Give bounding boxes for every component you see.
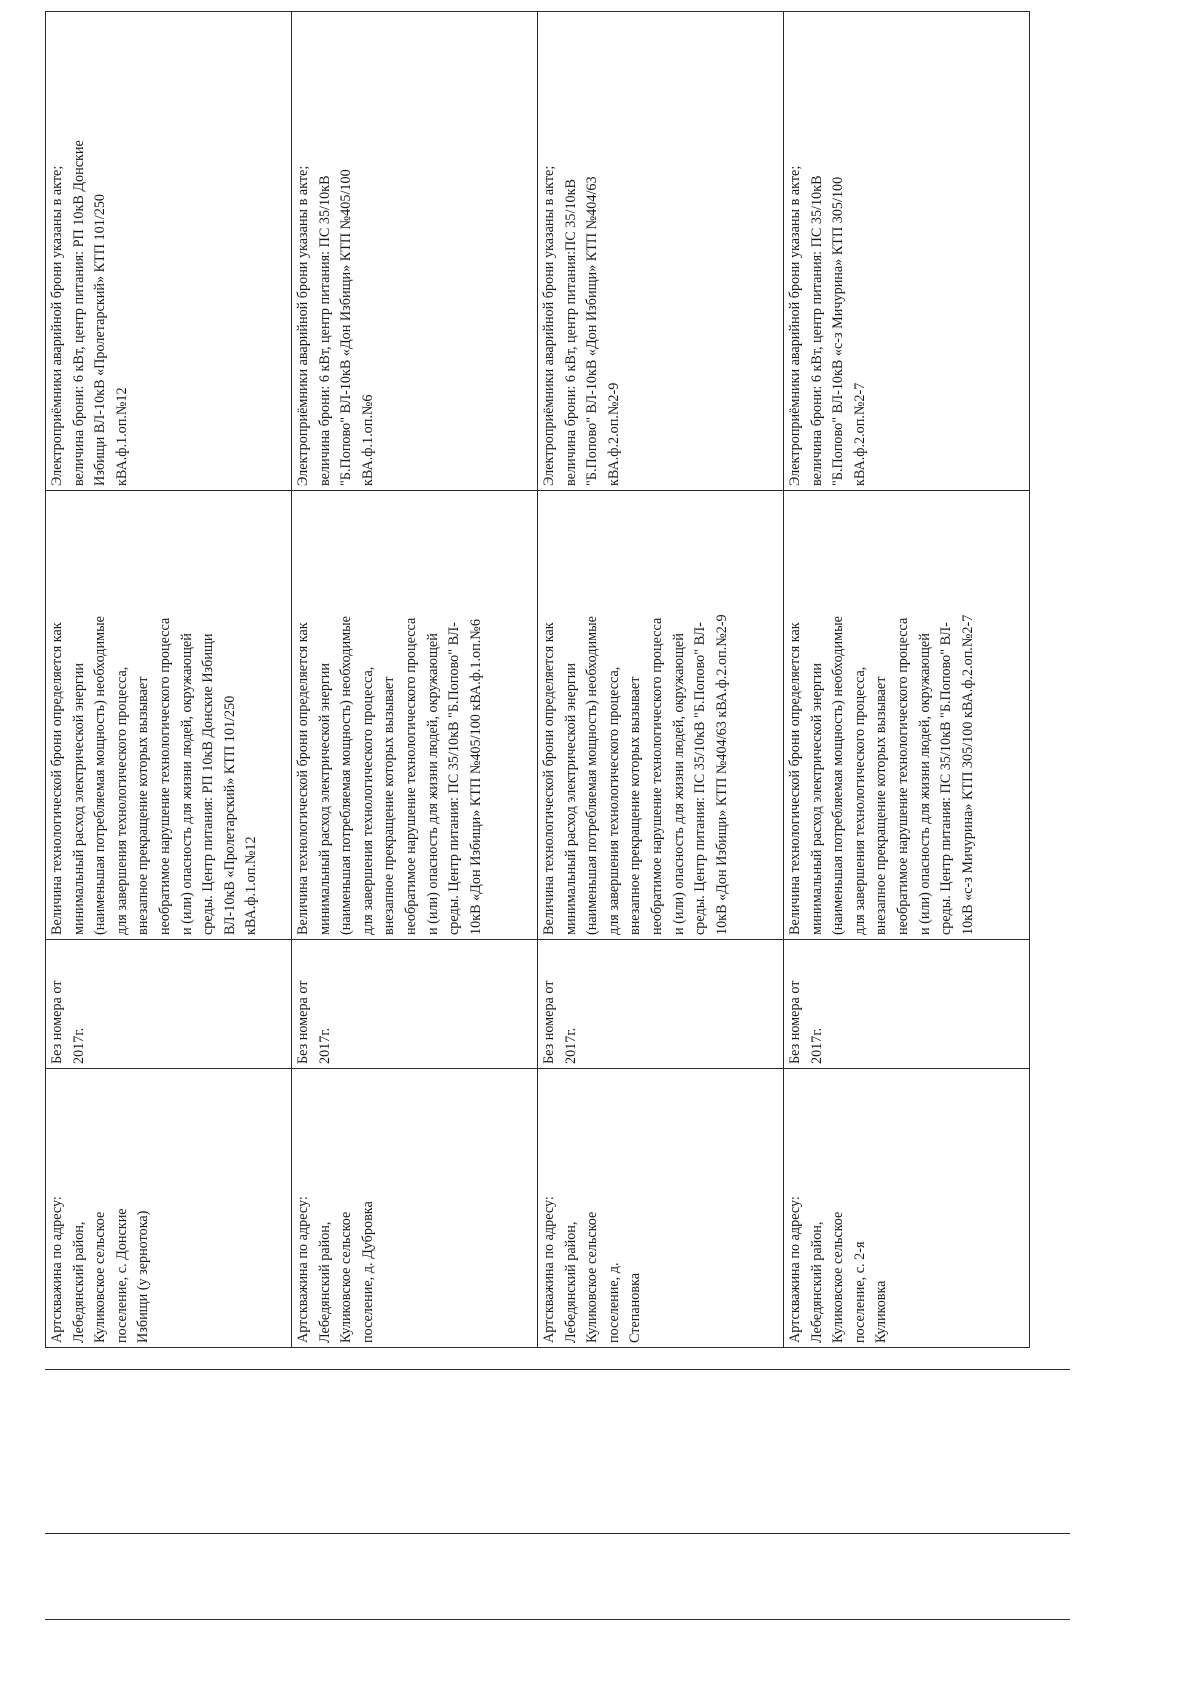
tech-reserve-cell	[538, 491, 784, 940]
separator-line-2	[45, 1533, 1070, 1534]
address-cell	[292, 1069, 538, 1348]
tech-reserve-text: Величина технологической брони определяется как минимальный расход электрической энергии (наименьшая потребляемая мощность) необходимые для завершения технологического процесса, внезапное прекращение которых вызывает необратимое нарушение технологического процесса и (или) опасность для жизни людей, окружающей среды. Центр питания: ПС 35/10кВ "Б.Попово" ВЛ- 10кВ «Дон Избищи» КТП №404/63 кВА.ф.2.оп.№2-9	[541, 614, 730, 935]
address-text: Артскважина по адресу: Лебедянский район, Куликовское сельское поселение, д. Степановка	[541, 1196, 644, 1343]
emergency-reserve-text: Электроприёмники аварийной брони указаны в акте; величина брони: 6 кВт, центр питания:ПС 35/10кВ "Б.Попово" ВЛ-10кВ «Дон Избищи» КТП №404/63 кВА.ф.2.оп.№2-9	[541, 165, 622, 486]
tech-reserve-text: Величина технологической брони определяется как минимальный расход электрической энергии (наименьшая потребляемая мощность) необходимые для завершения технологического процесса, внезапное прекращение которых вызывает необратимое нарушение технологического процесса и (или) опасность для жизни людей, окружающей среды. Центр питания: ПС 35/10кВ "Б.Попово" ВЛ- 10кВ «Дон Избищи» КТП №405/100 кВА.ф.1.оп.№6	[295, 616, 484, 935]
address-cell	[538, 1069, 784, 1348]
separator-line-3	[45, 1619, 1070, 1620]
address-cell	[784, 1069, 1030, 1348]
tech-reserve-cell	[784, 491, 1030, 940]
act-number-text: Без номера от 2017г.	[787, 980, 825, 1064]
tech-reserve-text: Величина технологической брони определяется как минимальный расход электрической энергии (наименьшая потребляемая мощность) необходимые для завершения технологического процесса, внезапное прекращение которых вызывает необратимое нарушение технологического процесса и (или) опасность для жизни людей, окружающей среды. Центр питания: ПС 35/10кВ "Б.Попово" ВЛ- 10кВ «с-з Мичурина» КТП 305/100 кВА.ф.2.оп.№2-7	[787, 614, 976, 935]
act-number-cell	[538, 940, 784, 1069]
address-cell	[46, 1069, 292, 1348]
emergency-reserve-text: Электроприёмники аварийной брони указаны в акте; величина брони: 6 кВт, центр питания: ПС 35/10кВ "Б.Попово" ВЛ-10кВ «Дон Избищи» КТП №405/100 кВА.ф.1.оп.№6	[295, 165, 376, 486]
separator-line-1	[45, 1369, 1070, 1370]
table-row	[538, 12, 784, 1348]
address-text: Артскважина по адресу: Лебедянский район, Куликовское сельское поселение, с. Донские Избищи (у зернотока)	[49, 1196, 152, 1343]
emergency-reserve-cell	[784, 12, 1030, 491]
address-text: Артскважина по адресу: Лебедянский район, Куликовское сельское поселение, с. 2-я Куликовка	[787, 1196, 890, 1343]
tech-reserve-cell	[292, 491, 538, 940]
tech-reserve-cell	[46, 491, 292, 940]
rotated-table-container	[45, 48, 1067, 1348]
address-text: Артскважина по адресу: Лебедянский район, Куликовское сельское поселение, д. Дубровка	[295, 1196, 376, 1343]
emergency-reserve-text: Электроприёмники аварийной брони указаны в акте; величина брони: 6 кВт, центр питания: РП 10кВ Донские Избищи ВЛ-10кВ «Пролетарский» КТП 101/250 кВА.ф.1.оп.№12	[49, 140, 130, 486]
table-row	[46, 12, 292, 1348]
emergency-reserve-text: Электроприёмники аварийной брони указаны в акте; величина брони: 6 кВт, центр питания: ПС 35/10кВ "Б.Попово" ВЛ-10кВ «с-з Мичурина» КТП 305/100 кВА.ф.2.оп.№2-7	[787, 165, 868, 486]
reserve-table	[45, 11, 1030, 1348]
act-number-text: Без номера от 2017г.	[295, 980, 333, 1064]
emergency-reserve-cell	[538, 12, 784, 491]
act-number-cell	[292, 940, 538, 1069]
act-number-text: Без номера от 2017г.	[541, 980, 579, 1064]
tech-reserve-text: Величина технологической брони определяется как минимальный расход электрической энергии (наименьшая потребляемая мощность) необходимые для завершения технологического процесса, внезапное прекращение которых вызывает необратимое нарушение технологического процесса и (или) опасность для жизни людей, окружающей среды. Центр питания: РП 10кВ Донские Избищи ВЛ-10кВ «Пролетарский» КТП 101/250 кВА.ф.1.оп.№12	[49, 616, 260, 935]
table-row	[784, 12, 1030, 1348]
table-row	[292, 12, 538, 1348]
emergency-reserve-cell	[46, 12, 292, 491]
act-number-text: Без номера от 2017г.	[49, 980, 87, 1064]
emergency-reserve-cell	[292, 12, 538, 491]
act-number-cell	[784, 940, 1030, 1069]
act-number-cell	[46, 940, 292, 1069]
